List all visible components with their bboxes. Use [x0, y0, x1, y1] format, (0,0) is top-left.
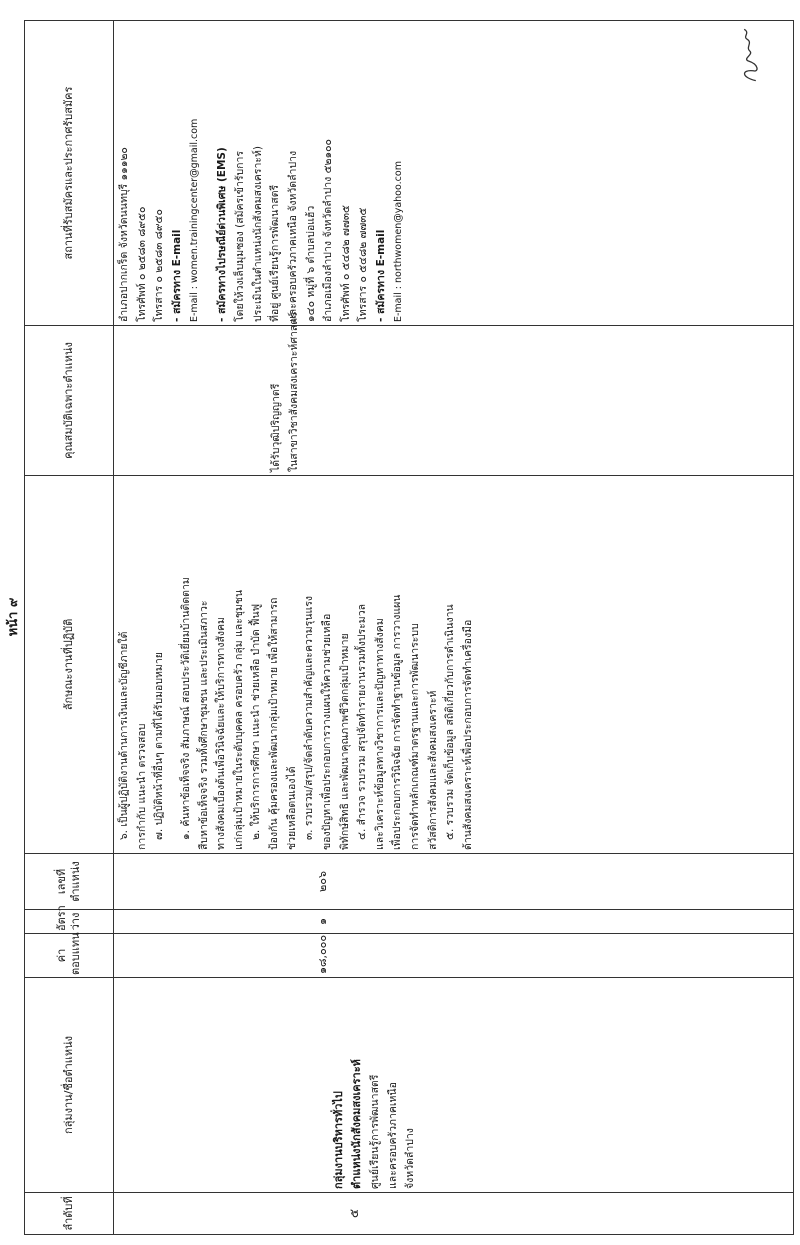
header-qualification: คุณสมบัติเฉพาะตำแหน่ง: [25, 326, 114, 476]
duty-cell: [114, 476, 794, 854]
unit-line: ศูนย์เรียนรู้การพัฒนาสตรี: [368, 1074, 381, 1189]
unit-line: และครอบครัวภาคเหนือ: [386, 1082, 399, 1189]
email-heading: - สมัครทาง E-mail: [375, 229, 388, 322]
header-address: สถานที่รับสมัครและประกาศรับสมัคร: [25, 21, 114, 326]
email-address: E-mail : women.trainingcenter@gmail.com: [188, 118, 200, 322]
duty-line: ทางสังคมเบื้องต้นเพื่อวินิจฉัยและให้บริการทางสังคม: [215, 617, 228, 850]
duty-line: ๒. ให้บริการการศึกษา แนะนำ ช่วยเหลือ บำบัด ฟื้นฟู: [250, 603, 263, 840]
duty-line: ๕. รวบรวม จัดเก็บข้อมูล สถิติเกี่ยวกับการดำเนินงาน: [444, 604, 457, 840]
qualification-line: ได้รับวุฒิปริญญาตรี: [270, 383, 282, 472]
row-number: ๕: [114, 1193, 794, 1235]
header-rate: อัตราว่าง: [25, 910, 114, 934]
duty-line: ๗. ปฏิบัติหน้าที่อื่นๆ ตามที่ได้รับมอบหมาย: [153, 652, 166, 840]
duty-line: ๖. เป็นผู้ปฏิบัติงานด้านการเงินและบัญชีภายใต้: [118, 631, 130, 840]
address-cell: [114, 21, 794, 326]
duty-line: การกำกับ แนะนำ ตรวจสอบ: [135, 723, 148, 850]
qualification-cell: [114, 312, 794, 476]
position-title: ตำแหน่งนักสังคมสงเคราะห์: [350, 1059, 364, 1189]
job-table: [24, 20, 794, 1235]
header-duty: ลักษณะงานที่ปฏิบัติ: [25, 476, 114, 854]
duty-line: ๔. สำรวจ รวบรวม สรุปจัดทำรายงานรวมทั้งประมวล: [356, 603, 369, 840]
duty-line: สืบหาข้อเท็จจริง รวมทั้งศึกษาชุมชน และประเมินสภาวะ: [197, 600, 210, 850]
duty-line: ด้านสังคมสงเคราะห์เพื่อประกอบการจัดทำเครื่องมือ: [461, 619, 474, 850]
duty-line: ของปัญหาเพื่อประกอบการวางแผนให้ความช่วยเหลือ: [320, 613, 333, 850]
header-position-no: เลขที่ตำแหน่ง: [25, 854, 114, 910]
ems-heading: - สมัครทางไปรษณีย์ด่วนพิเศษ (EMS): [216, 147, 229, 322]
unit-line: จังหวัดลำปาง: [404, 1128, 417, 1189]
duty-line: เพื่อประกอบการวินิจฉัย การจัดทำฐานข้อมูล การวางแผน: [391, 594, 404, 850]
header-unit: กลุ่มงาน/ชื่อตำแหน่ง: [25, 978, 114, 1193]
duty-line: ช่วยเหลือตนเองได้: [285, 766, 298, 850]
address-line: ประเมินในตำแหน่งนักสังคมสงเคราะห์): [251, 145, 264, 322]
signature-mark: [734, 24, 764, 86]
address-line: และครอบครัวภาคเหนือ จังหวัดลำปาง: [286, 150, 299, 322]
address-line: อำเภอปากเกร็ด จังหวัดนนทบุรี ๑๑๑๒๐: [118, 147, 130, 322]
address-line: โดยให้วงเล็บมุมซอง (สมัครเข้ารับการ: [234, 150, 247, 322]
table-header-row: [25, 21, 114, 1235]
address-line: โทรศัพท์ ๐ ๕๔๘๒ ๗๗๓๕: [339, 205, 352, 322]
header-pay: ค่าตอบแทน: [25, 934, 114, 978]
address-line: โทรสาร ๐ ๕๔๘๒ ๗๗๓๕: [357, 207, 370, 322]
pay-cell: ๑๘,๐๐๐: [114, 934, 794, 978]
duty-line: การจัดทำหลักเกณฑ์มาตรฐานและการพัฒนาระบบ: [409, 623, 421, 850]
address-line: โทรสาร ๐ ๒๕๘๓ ๘๙๕๐: [153, 209, 166, 322]
duty-line: ป้องกัน คุ้มครองและพัฒนากลุ่มเป้าหมาย เพื่อให้สามารถ: [268, 597, 280, 850]
page-number: หน้า ๙: [6, 597, 21, 637]
address-line: ที่อยู่ ศูนย์เรียนรู้การพัฒนาสตรี: [269, 184, 282, 322]
address-line: โทรศัพท์ ๐ ๒๕๘๓ ๘๙๕๐: [135, 206, 148, 322]
table-row: [114, 21, 794, 1235]
qualification-line: ในสาขาวิชาสังคมสงเคราะห์ศาสตร์: [287, 312, 300, 472]
rate-cell: ๑: [114, 910, 794, 934]
email-address: E-mail : northwomen@yahoo.com: [392, 161, 404, 322]
address-line: อำเภอเมืองลำปาง จังหวัดลำปาง ๕๒๑๐๐: [322, 139, 335, 322]
duty-line: พิทักษ์สิทธิ และพัฒนาคุณภาพชีวิตกลุ่มเป้าหมาย: [338, 633, 351, 850]
unit-cell: [114, 978, 794, 1193]
duty-line: ๑. ค้นหาข้อเท็จจริง สัมภาษณ์ สอบประวัติเยี่ยมบ้านติดตาม: [179, 577, 192, 840]
address-line: ๑๔๐ หมู่ที่ ๖ ตำบลบ่อแฮ้ว: [304, 205, 317, 322]
duty-line: แก่กลุ่มเป้าหมายในระดับบุคคล ครอบครัว กลุ่ม และชุมชน: [232, 589, 245, 850]
email-heading: - สมัครทาง E-mail: [170, 229, 183, 322]
unit-group: กลุ่มงานบริหารทั่วไป: [332, 1091, 345, 1189]
duty-line: และวิเคราะห์ข้อมูลทางวิชาการและปัญหาทางสังคม: [373, 618, 386, 850]
duty-line: ๓. รวบรวม/สรุป/จัดลำดับความสำคัญและความรุนแรง: [303, 595, 316, 840]
position-number-cell: ๒๐๖: [114, 854, 794, 910]
header-no: ลำดับที่: [25, 1193, 114, 1235]
duty-line: สวัสดิการสังคมและสังคมสงเคราะห์: [426, 690, 439, 850]
